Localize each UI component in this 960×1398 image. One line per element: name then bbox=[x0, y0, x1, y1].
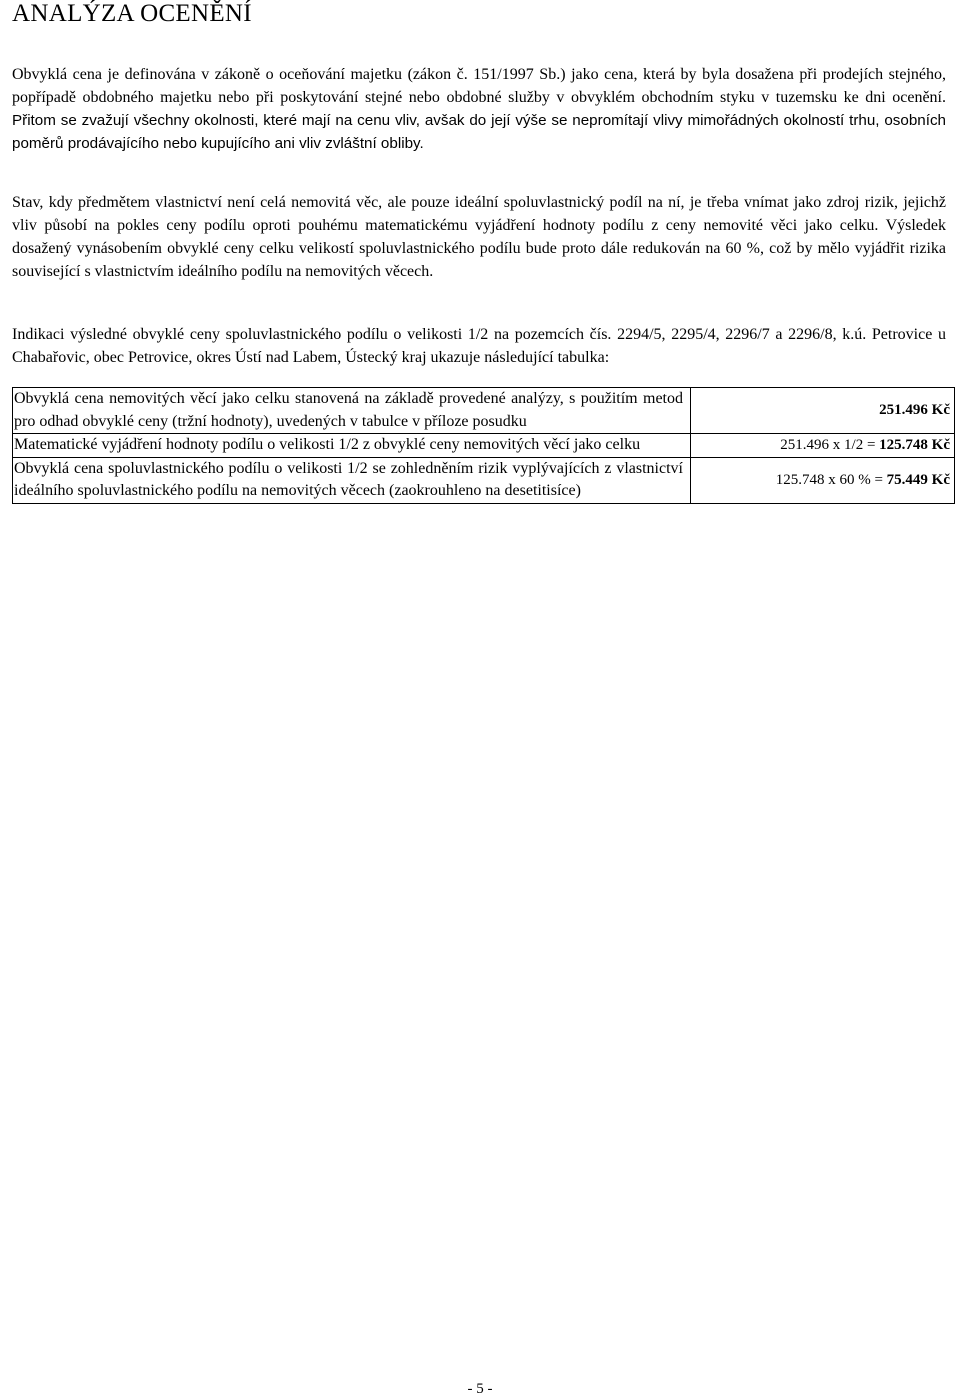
row-value-result: 75.449 Kč bbox=[886, 471, 950, 488]
paragraph-risk: Stav, kdy předmětem vlastnictví není celá nemovitá věc, ale pouze ideální spoluvlastnický podíl na ní, je třeba vnímat jako zdroj rizik, jejichž vliv působí na pokles ceny podílu oproti pouhému matematickému vyjádření hodnoty podílu z ceny nemovité věci jako celku. Výsledek dosažený vynásobením obvyklé ceny celku velikostí spoluvlastnického podílu bude proto dále redukován na 60 %, což by mělo vyjádřit rizika související s vlastnictvím ideálního podílu na nemovitých věcech. bbox=[12, 194, 946, 280]
row-value-result: 125.748 Kč bbox=[879, 437, 950, 453]
page-number: - 5 - bbox=[467, 1381, 493, 1397]
row-description: Matematické vyjádření hodnoty podílu o velikosti 1/2 z obvyklé ceny nemovitých věcí jako celku bbox=[13, 434, 691, 458]
row-value-result: 251.496 Kč bbox=[879, 402, 950, 419]
row-description: Obvyklá cena spoluvlastnického podílu o velikosti 1/2 se zohledněním rizik vyplývajících z vlastnictví ideálního spoluvlastnického podílu na nemovitých věcech (zaokrouhleno na desetitisíce) bbox=[13, 457, 691, 503]
row-value bbox=[691, 388, 955, 434]
row-value bbox=[691, 434, 955, 458]
row-description: Obvyklá cena nemovitých věcí jako celku stanovená na základě provedené analýzy, s použitím metod pro odhad obvyklé ceny (tržní hodnoty), uvedených v tabulce v příloze posudku bbox=[13, 388, 691, 434]
row-value-prefix: 125.748 x 60 % = bbox=[775, 471, 887, 488]
row-value-prefix: 251.496 x 1/2 = bbox=[780, 437, 880, 453]
table-row bbox=[13, 388, 955, 434]
page-title: ANALÝZA OCENĚNÍ bbox=[12, 0, 252, 27]
table-row bbox=[13, 457, 955, 503]
paragraph-indication: Indikaci výsledné obvyklé ceny spoluvlastnického podílu o velikosti 1/2 na pozemcích čís. 2294/5, 2295/4, 2296/7 a 2296/8, k.ú. Petrovice u Chabařovic, obec Petrovice, okres Ústí nad Labem, Ústecký kraj ukazuje následující tabulka: bbox=[12, 326, 946, 366]
paragraph-definition-part2: Přitom se zvažují všechny okolnosti, které mají na cenu vliv, avšak do její výše se nepromítají vlivy mimořádných okolností trhu, osobních poměrů prodávajícího nebo kupujícího ani vliv zvláštní obliby. bbox=[12, 112, 946, 152]
valuation-table bbox=[12, 387, 955, 504]
paragraph-definition-part1: Obvyklá cena je definována v zákoně o oceňování majetku (zákon č. 151/1997 Sb.) jako cena, která by byla dosažena při prodejích stejného, popřípadě obdobného majetku nebo při poskytování stejné nebo obdobné služby v obvyklém obchodním styku v tuzemsku ke dni ocenění. bbox=[12, 66, 946, 106]
row-value bbox=[691, 457, 955, 503]
table-row bbox=[13, 434, 955, 458]
paragraph-definition bbox=[12, 63, 946, 155]
